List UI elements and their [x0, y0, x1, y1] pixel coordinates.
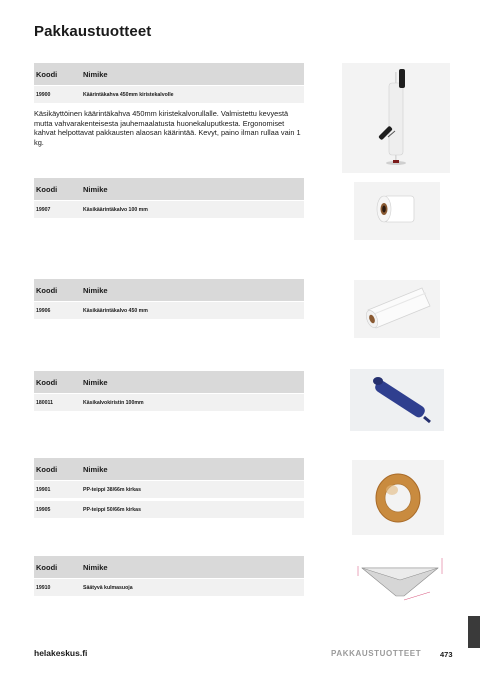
- page-title: Pakkaustuotteet: [34, 23, 152, 40]
- product-name: Käsikäärintäkalvo 100 mm: [83, 206, 148, 213]
- section-tab: [468, 616, 480, 648]
- product-table-19907: [34, 178, 304, 218]
- table-header: [34, 371, 304, 393]
- name-header: Nimike: [83, 562, 108, 572]
- code-header: Koodi: [36, 285, 58, 295]
- code-header: Koodi: [36, 69, 58, 79]
- product-name: Käsikäärintäkalvo 450 mm: [83, 307, 148, 314]
- product-description: Käsikäyttöinen käärintäkahva 450mm kiristekalvorullalle. Valmistettu kevyestä mutta vahvarakenteisesta jauhemaalatusta huonekaluputkesta. Ergonomiset kahvat helpottavat pakkausten alaosan käärintää. Kevyt, paino ilman rullaa vain 1 kg.: [34, 109, 301, 147]
- product-name: Käärintäkahva 450mm kiristekalvolle: [83, 91, 174, 98]
- table-row: [34, 501, 304, 518]
- code-header: Koodi: [36, 464, 58, 474]
- table-header: [34, 556, 304, 578]
- film-dispenser-image: [350, 369, 444, 431]
- name-header: Nimike: [83, 464, 108, 474]
- product-name: Säätyvä kulmasuoja: [83, 584, 133, 591]
- footer-section-title: PAKKAUSTUOTTEET: [331, 649, 422, 658]
- product-table-tape: [34, 458, 304, 518]
- name-header: Nimike: [83, 377, 108, 387]
- page-number: 473: [440, 650, 453, 659]
- corner-protector-drawing: [344, 552, 456, 604]
- name-header: Nimike: [83, 184, 108, 194]
- footer-site: helakeskus.fi: [34, 648, 88, 658]
- product-name: PP-teippi 38/66m kirkas: [83, 486, 141, 493]
- product-code: 19907: [36, 206, 51, 213]
- table-header: [34, 458, 304, 480]
- product-code: 19900: [36, 91, 51, 98]
- product-code: 19906: [36, 307, 51, 314]
- table-header: [34, 279, 304, 301]
- stretch-film-450-image: [354, 280, 440, 338]
- name-header: Nimike: [83, 285, 108, 295]
- product-code: 180011: [36, 399, 54, 406]
- code-header: Koodi: [36, 562, 58, 572]
- product-name: PP-teippi 50/66m kirkas: [83, 506, 141, 513]
- table-header: [34, 63, 304, 85]
- product-table-180011: [34, 371, 304, 411]
- table-header: [34, 178, 304, 200]
- product-code: 19901: [36, 486, 51, 493]
- packing-tape-image: [352, 460, 444, 535]
- product-table-19900: [34, 63, 304, 103]
- table-row: [34, 579, 304, 596]
- product-table-19906: [34, 279, 304, 319]
- product-code: 19910: [36, 584, 51, 591]
- wrap-handle-image: [342, 63, 450, 173]
- name-header: Nimike: [83, 69, 108, 79]
- stretch-film-100-image: [354, 182, 440, 240]
- product-code: 19905: [36, 506, 51, 513]
- code-header: Koodi: [36, 184, 58, 194]
- table-row: [34, 201, 304, 218]
- product-name: Käsikalvokiristin 100mm: [83, 399, 144, 406]
- code-header: Koodi: [36, 377, 58, 387]
- product-table-19910: [34, 556, 304, 596]
- table-row: [34, 302, 304, 319]
- table-row: [34, 481, 304, 498]
- table-row: [34, 394, 304, 411]
- table-row: [34, 86, 304, 103]
